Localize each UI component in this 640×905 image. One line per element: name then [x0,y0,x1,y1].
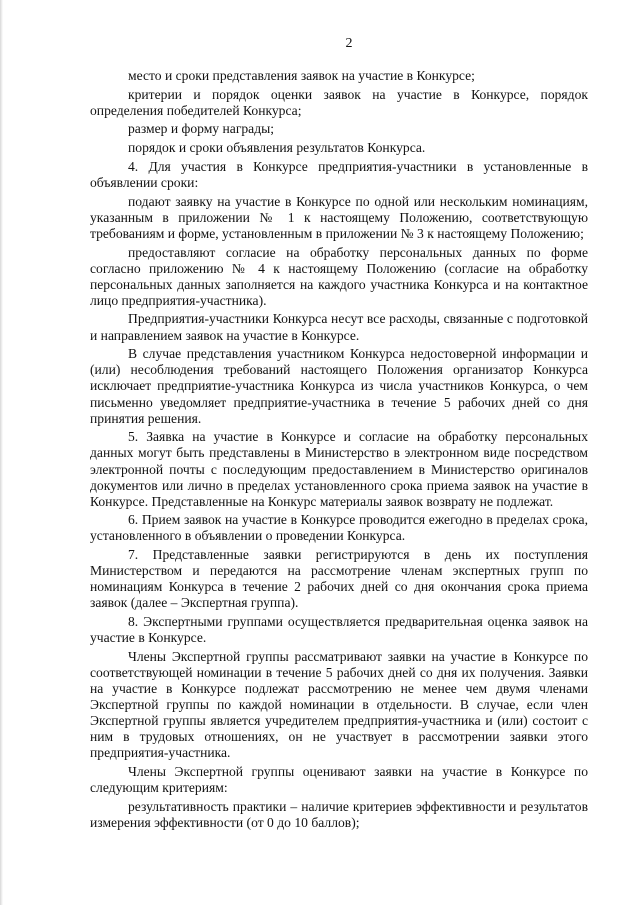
paragraph: Члены Экспертной группы рассматривают заявки на участие в Конкурсе по соответствующей номинации в течение 5 рабочих дней со дня их получения. Заявки на участие в Конкурсе подлежат рассмотрению не менее чем двумя членами Экспертной группы по каждой номинации в отдельности. В случае, если член Экспертной группы является учредителем предприятия-участника и (или) состоит с ним в трудовых отношениях, он не участвует в рассмотрении заявки этого предприятия-участника. [90,648,588,761]
document-body [90,68,588,831]
paragraph: размер и форму награды; [128,121,275,137]
scan-edge-shadow [0,0,3,905]
paragraph: 7. Представленные заявки регистрируются в день их поступления Министерством и передаются на рассмотрение членам экспертных групп по номинациям Конкурса в течение 2 рабочих дней со дня окончания срока приема заявок (далее – Экспертная группа). [90,547,588,611]
paragraph: 5. Заявка на участие в Конкурсе и согласие на обработку персональных данных могут быть представлены в Министерство в электронном виде посредством электронной почты с последующим предоставлением в Министерство оригиналов документов или лично в пределах установленного срока приема заявок на участие в Конкурсе. Представленные на Конкурс материалы заявок возврату не подлежат. [90,429,588,509]
page-number: 2 [345,36,353,51]
paragraph: порядок и сроки объявления результатов Конкурса. [128,140,426,156]
paragraph: 4. Для участия в Конкурсе предприятия-участники в установленные в объявлении сроки: [90,158,588,190]
paragraph: 8. Экспертными группами осуществляется предварительная оценка заявок на участие в Конкурсе. [90,614,588,646]
paragraph: В случае представления участником Конкурса недостоверной информации и (или) несоблюдения требований настоящего Положения организатор Конкурса исключает предприятие-участника Конкурса из числа участников Конкурса, о чем письменно уведомляет предприятие-участника в течение 5 рабочих дней со дня принятия решения. [90,346,588,426]
paragraph: результативность практики – наличие критериев эффективности и результатов измерения эффективности (от 0 до 10 баллов); [90,798,588,831]
paragraph: место и сроки представления заявок на участие в Конкурсе; [128,68,475,83]
paragraph: подают заявку на участие в Конкурсе по одной или нескольким номинациям, указанным в приложении № 1 к настоящему Положению, соответствующую требованиям и форме, установленным в приложении № 3 к настоящему Положению; [90,193,588,241]
paragraph: критерии и порядок оценки заявок на участие в Конкурсе, порядок определения победителей Конкурса; [90,86,588,118]
paragraph: 6. Прием заявок на участие в Конкурсе проводится ежегодно в пределах срока, установленного в объявлении о проведении Конкурса. [90,512,588,544]
paragraph: Члены Экспертной группы оценивают заявки на участие в Конкурсе по следующим критериям: [90,764,588,796]
paragraph: Предприятия-участники Конкурса несут все расходы, связанные с подготовкой и направлением заявок на участие в Конкурсе. [90,311,588,343]
paragraph: предоставляют согласие на обработку персональных данных по форме согласно приложению № 4 к настоящему Положению (согласие на обработку персональных данных заполняется на каждого участника Конкурса и на контактное лицо предприятия-участника). [90,244,588,308]
